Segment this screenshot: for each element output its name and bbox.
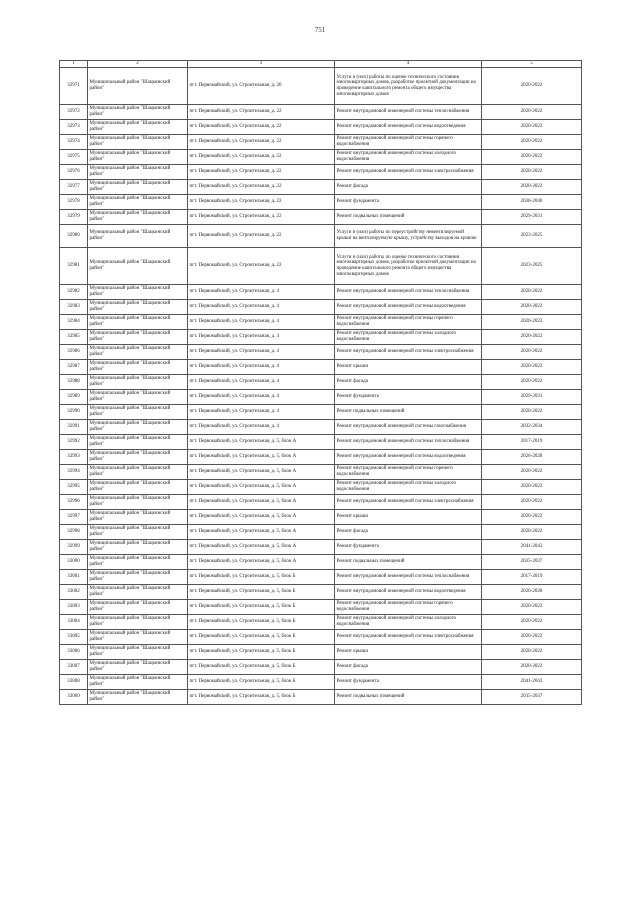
row-number-cell: 32994 — [60, 465, 88, 480]
address-cell: пгт. Первомайский, ул. Строительная, д. 22 — [188, 135, 335, 150]
work-type-cell: Ремонт внутридомовой инженерной системы водоотведения — [335, 450, 482, 465]
address-cell: пгт. Первомайский, ул. Строительная, д. 4 — [188, 390, 335, 405]
table-row — [60, 645, 582, 660]
period-cell: 2020-2022 — [482, 165, 582, 180]
row-number-cell: 32982 — [60, 285, 88, 300]
district-cell: Муниципальный район "Шацкинский район" — [88, 225, 188, 248]
table-row — [60, 285, 582, 300]
table-row — [60, 450, 582, 465]
district-cell: Муниципальный район "Шацкинский район" — [88, 510, 188, 525]
table-row — [60, 495, 582, 510]
work-type-cell: Ремонт внутридомовой инженерной системы горячего водоснабжения — [335, 135, 482, 150]
column-number: 4 — [335, 61, 482, 68]
address-cell: пгт. Первомайский, ул. Строительная, д. 22 — [188, 210, 335, 225]
district-cell: Муниципальный район "Шацкинский район" — [88, 675, 188, 690]
period-cell: 2020-2022 — [482, 105, 582, 120]
work-type-cell: Ремонт внутридомовой инженерной системы теплоснабжения — [335, 570, 482, 585]
table-row — [60, 225, 582, 248]
district-cell: Муниципальный район "Шацкинский район" — [88, 375, 188, 390]
work-type-cell: Ремонт фундамента — [335, 195, 482, 210]
district-cell: Муниципальный район "Шацкинский район" — [88, 525, 188, 540]
table-row — [60, 248, 582, 285]
work-type-cell: Ремонт фасада — [335, 660, 482, 675]
column-number-row — [60, 61, 582, 68]
address-cell: пгт. Первомайский, ул. Строительная, д. 5, блок А — [188, 495, 335, 510]
table-row — [60, 570, 582, 585]
address-cell: пгт. Первомайский, ул. Строительная, д. 22 — [188, 150, 335, 165]
table-row — [60, 195, 582, 210]
table-row — [60, 120, 582, 135]
work-type-cell: Ремонт фундамента — [335, 390, 482, 405]
period-cell: 2020-2022 — [482, 360, 582, 375]
period-cell: 2020-2022 — [482, 330, 582, 345]
address-cell: пгт. Первомайский, ул. Строительная, д. 5, блок А — [188, 525, 335, 540]
district-cell: Муниципальный район "Шацкинский район" — [88, 390, 188, 405]
period-cell: 2020-2022 — [482, 615, 582, 630]
period-cell: 2020-2022 — [482, 135, 582, 150]
row-number-cell: 32993 — [60, 450, 88, 465]
table-row — [60, 630, 582, 645]
row-number-cell: 33003 — [60, 600, 88, 615]
address-cell: пгт. Первомайский, ул. Строительная, д. 5, блок Б — [188, 600, 335, 615]
table-row — [60, 600, 582, 615]
district-cell: Муниципальный район "Шацкинский район" — [88, 165, 188, 180]
district-cell: Муниципальный район "Шацкинский район" — [88, 405, 188, 420]
address-cell: пгт. Первомайский, ул. Строительная, д. 22 — [188, 225, 335, 248]
row-number-cell: 33007 — [60, 660, 88, 675]
period-cell: 2020-2022 — [482, 645, 582, 660]
work-type-cell: Ремонт фундамента — [335, 675, 482, 690]
work-type-cell: Ремонт крыши — [335, 360, 482, 375]
work-type-cell: Ремонт внутридомовой инженерной системы водоотведения — [335, 120, 482, 135]
period-cell: 2020-2022 — [482, 510, 582, 525]
table-row — [60, 165, 582, 180]
address-cell: пгт. Первомайский, ул. Строительная, д. 4 — [188, 405, 335, 420]
address-cell: пгт. Первомайский, ул. Строительная, д. 4 — [188, 375, 335, 390]
work-type-cell: Услуги и (или) работы по оценке технического состояния многоквартирных домов, разработке проектной документации на проведение капитального ремонта общего имущества многоквартирных домов — [335, 68, 482, 105]
row-number-cell: 33000 — [60, 555, 88, 570]
table-row — [60, 660, 582, 675]
table-row — [60, 210, 582, 225]
period-cell: 2020-2022 — [482, 150, 582, 165]
district-cell: Муниципальный район "Шацкинский район" — [88, 435, 188, 450]
work-type-cell: Ремонт фасада — [335, 525, 482, 540]
row-number-cell: 32971 — [60, 68, 88, 105]
period-cell: 2020-2022 — [482, 300, 582, 315]
table-row — [60, 465, 582, 480]
address-cell: пгт. Первомайский, ул. Строительная, д. 4 — [188, 300, 335, 315]
table-row — [60, 150, 582, 165]
period-cell: 2041-2043 — [482, 540, 582, 555]
work-type-cell: Ремонт внутридомовой инженерной системы водоотведения — [335, 585, 482, 600]
district-cell: Муниципальный район "Шацкинский район" — [88, 300, 188, 315]
row-number-cell: 32985 — [60, 330, 88, 345]
period-cell: 2020-2022 — [482, 525, 582, 540]
work-type-cell: Ремонт внутридомовой инженерной системы горячего водоснабжения — [335, 465, 482, 480]
table-row — [60, 105, 582, 120]
period-cell: 2017-2019 — [482, 435, 582, 450]
work-type-cell: Ремонт внутридомовой инженерной системы электроснабжения — [335, 165, 482, 180]
district-cell: Муниципальный район "Шацкинский район" — [88, 150, 188, 165]
work-type-cell: Ремонт внутридомовой инженерной системы холодного водоснабжения — [335, 480, 482, 495]
row-number-cell: 33002 — [60, 585, 88, 600]
row-number-cell: 32991 — [60, 420, 88, 435]
period-cell: 2020-2022 — [482, 495, 582, 510]
address-cell: пгт. Первомайский, ул. Строительная, д. 4 — [188, 315, 335, 330]
work-type-cell: Ремонт подвальных помещений — [335, 690, 482, 705]
district-cell: Муниципальный район "Шацкинский район" — [88, 615, 188, 630]
district-cell: Муниципальный район "Шацкинский район" — [88, 135, 188, 150]
address-cell: пгт. Первомайский, ул. Строительная, д. 5, блок А — [188, 435, 335, 450]
district-cell: Муниципальный район "Шацкинский район" — [88, 570, 188, 585]
work-type-cell: Ремонт внутридомовой инженерной системы холодного водоснабжения — [335, 150, 482, 165]
table-row — [60, 180, 582, 195]
work-type-cell: Ремонт внутридомовой инженерной системы горячего водоснабжения — [335, 315, 482, 330]
table-row — [60, 135, 582, 150]
address-cell: пгт. Первомайский, ул. Строительная, д. 22 — [188, 248, 335, 285]
district-cell: Муниципальный район "Шацкинский район" — [88, 285, 188, 300]
row-number-cell: 32986 — [60, 345, 88, 360]
district-cell: Муниципальный район "Шацкинский район" — [88, 660, 188, 675]
district-cell: Муниципальный район "Шацкинский район" — [88, 420, 188, 435]
row-number-cell: 32979 — [60, 210, 88, 225]
work-type-cell: Ремонт внутридомовой инженерной системы горячего водоснабжения — [335, 600, 482, 615]
district-cell: Муниципальный район "Шацкинский район" — [88, 585, 188, 600]
address-cell: пгт. Первомайский, ул. Строительная, д. 5, блок А — [188, 540, 335, 555]
period-cell: 2032-2034 — [482, 420, 582, 435]
district-cell: Муниципальный район "Шацкинский район" — [88, 210, 188, 225]
work-type-cell: Ремонт внутридомовой инженерной системы электроснабжения — [335, 495, 482, 510]
address-cell: пгт. Первомайский, ул. Строительная, д. 5, блок А — [188, 480, 335, 495]
table-row — [60, 420, 582, 435]
district-cell: Муниципальный район "Шацкинский район" — [88, 645, 188, 660]
work-type-cell: Ремонт внутридомовой инженерной системы теплоснабжения — [335, 435, 482, 450]
work-type-cell: Ремонт подвальных помещений — [335, 210, 482, 225]
district-cell: Муниципальный район "Шацкинский район" — [88, 120, 188, 135]
period-cell: 2020-2022 — [482, 375, 582, 390]
address-cell: пгт. Первомайский, ул. Строительная, д. 4 — [188, 285, 335, 300]
work-type-cell: Ремонт внутридомовой инженерной системы теплоснабжения — [335, 285, 482, 300]
period-cell: 2020-2022 — [482, 345, 582, 360]
period-cell: 2020-2022 — [482, 600, 582, 615]
district-cell: Муниципальный район "Шацкинский район" — [88, 330, 188, 345]
district-cell: Муниципальный район "Шацкинский район" — [88, 195, 188, 210]
period-cell: 2017-2019 — [482, 570, 582, 585]
district-cell: Муниципальный район "Шацкинский район" — [88, 540, 188, 555]
address-cell: пгт. Первомайский, ул. Строительная, д. 5, блок Б — [188, 660, 335, 675]
work-type-cell: Ремонт внутридомовой инженерной системы теплоснабжения — [335, 105, 482, 120]
table-row — [60, 405, 582, 420]
row-number-cell: 32972 — [60, 105, 88, 120]
column-number: 1 — [60, 61, 88, 68]
address-cell: пгт. Первомайский, ул. Строительная, д. 5, блок Б — [188, 615, 335, 630]
table-row — [60, 68, 582, 105]
table-row — [60, 390, 582, 405]
period-cell: 2023-2025 — [482, 248, 582, 285]
table-row — [60, 585, 582, 600]
district-cell: Муниципальный район "Шацкинский район" — [88, 690, 188, 705]
period-cell: 2026-2028 — [482, 585, 582, 600]
period-cell: 2038-2040 — [482, 195, 582, 210]
period-cell: 2020-2022 — [482, 480, 582, 495]
table-row — [60, 525, 582, 540]
table-body — [60, 68, 582, 705]
period-cell: 2020-2022 — [482, 405, 582, 420]
page-number: 751 — [314, 26, 326, 34]
row-number-cell: 32984 — [60, 315, 88, 330]
row-number-cell: 32974 — [60, 135, 88, 150]
address-cell: пгт. Первомайский, ул. Строительная, д. 5, блок Б — [188, 570, 335, 585]
row-number-cell: 32975 — [60, 150, 88, 165]
address-cell: пгт. Первомайский, ул. Строительная, д. 20 — [188, 68, 335, 105]
row-number-cell: 32978 — [60, 195, 88, 210]
period-cell: 2026-2028 — [482, 450, 582, 465]
address-cell: пгт. Первомайский, ул. Строительная, д. 5, блок Б — [188, 645, 335, 660]
address-cell: пгт. Первомайский, ул. Строительная, д. 22 — [188, 180, 335, 195]
address-cell: пгт. Первомайский, ул. Строительная, д. 5, блок Б — [188, 585, 335, 600]
work-type-cell: Ремонт фасада — [335, 375, 482, 390]
address-cell: пгт. Первомайский, ул. Строительная, д. 5, блок Б — [188, 675, 335, 690]
table-row — [60, 480, 582, 495]
period-cell: 2020-2022 — [482, 660, 582, 675]
period-cell: 2029-2031 — [482, 390, 582, 405]
period-cell: 2020-2022 — [482, 180, 582, 195]
table-row — [60, 360, 582, 375]
row-number-cell: 32998 — [60, 525, 88, 540]
row-number-cell: 32990 — [60, 405, 88, 420]
address-cell: пгт. Первомайский, ул. Строительная, д. 4 — [188, 360, 335, 375]
table-row — [60, 330, 582, 345]
period-cell: 2023-2025 — [482, 225, 582, 248]
work-type-cell: Ремонт подвальных помещений — [335, 555, 482, 570]
district-cell: Муниципальный район "Шацкинский район" — [88, 480, 188, 495]
work-type-cell: Ремонт внутридомовой инженерной системы холодного водоснабжения — [335, 330, 482, 345]
table-row — [60, 345, 582, 360]
row-number-cell: 32988 — [60, 375, 88, 390]
district-cell: Муниципальный район "Шацкинский район" — [88, 68, 188, 105]
period-cell: 2020-2022 — [482, 285, 582, 300]
period-cell: 2020-2022 — [482, 315, 582, 330]
table-row — [60, 690, 582, 705]
work-type-cell: Ремонт фундамента — [335, 540, 482, 555]
address-cell: пгт. Первомайский, ул. Строительная, д. 22 — [188, 105, 335, 120]
table-row — [60, 300, 582, 315]
address-cell: пгт. Первомайский, ул. Строительная, д. 5, блок Б — [188, 690, 335, 705]
district-cell: Муниципальный район "Шацкинский район" — [88, 345, 188, 360]
period-cell: 2035-2037 — [482, 690, 582, 705]
work-type-cell: Ремонт внутридомовой инженерной системы холодного водоснабжения — [335, 615, 482, 630]
row-number-cell: 32983 — [60, 300, 88, 315]
district-cell: Муниципальный район "Шацкинский район" — [88, 555, 188, 570]
work-type-cell: Ремонт внутридомовой инженерной системы водоотведения — [335, 300, 482, 315]
row-number-cell: 32989 — [60, 390, 88, 405]
district-cell: Муниципальный район "Шацкинский район" — [88, 180, 188, 195]
row-number-cell: 32987 — [60, 360, 88, 375]
work-type-cell: Ремонт фасада — [335, 180, 482, 195]
period-cell: 2035-2037 — [482, 555, 582, 570]
district-cell: Муниципальный район "Шацкинский район" — [88, 248, 188, 285]
table-row — [60, 615, 582, 630]
period-cell: 2041-2043 — [482, 675, 582, 690]
district-cell: Муниципальный район "Шацкинский район" — [88, 630, 188, 645]
address-cell: пгт. Первомайский, ул. Строительная, д. 5, блок А — [188, 510, 335, 525]
address-cell: пгт. Первомайский, ул. Строительная, д. 22 — [188, 195, 335, 210]
table-row — [60, 510, 582, 525]
district-cell: Муниципальный район "Шацкинский район" — [88, 465, 188, 480]
work-type-cell: Услуги и (или) работы по оценке технического состояния многоквартирных домов, разработке проектной документации на проведение капитального ремонта общего имущества многоквартирных домов — [335, 248, 482, 285]
row-number-cell: 32981 — [60, 248, 88, 285]
work-type-cell: Ремонт внутридомовой инженерной системы газоснабжения — [335, 420, 482, 435]
work-type-cell: Ремонт подвальных помещений — [335, 405, 482, 420]
table-row — [60, 540, 582, 555]
row-number-cell: 32995 — [60, 480, 88, 495]
address-cell: пгт. Первомайский, ул. Строительная, д. 4 — [188, 420, 335, 435]
row-number-cell: 32977 — [60, 180, 88, 195]
work-type-cell: Ремонт внутридомовой инженерной системы электроснабжения — [335, 630, 482, 645]
district-cell: Муниципальный район "Шацкинский район" — [88, 600, 188, 615]
address-cell: пгт. Первомайский, ул. Строительная, д. 5, блок А — [188, 465, 335, 480]
district-cell: Муниципальный район "Шацкинский район" — [88, 450, 188, 465]
row-number-cell: 32973 — [60, 120, 88, 135]
registry-table — [59, 60, 582, 705]
row-number-cell: 32992 — [60, 435, 88, 450]
address-cell: пгт. Первомайский, ул. Строительная, д. 4 — [188, 330, 335, 345]
table-row — [60, 555, 582, 570]
address-cell: пгт. Первомайский, ул. Строительная, д. 5, блок А — [188, 555, 335, 570]
district-cell: Муниципальный район "Шацкинский район" — [88, 315, 188, 330]
work-type-cell: Ремонт внутридомовой инженерной системы электроснабжения — [335, 345, 482, 360]
table-row — [60, 435, 582, 450]
period-cell: 2020-2022 — [482, 68, 582, 105]
column-number: 5 — [482, 61, 582, 68]
row-number-cell: 33004 — [60, 615, 88, 630]
row-number-cell: 32980 — [60, 225, 88, 248]
row-number-cell: 32976 — [60, 165, 88, 180]
period-cell: 2020-2022 — [482, 465, 582, 480]
address-cell: пгт. Первомайский, ул. Строительная, д. 22 — [188, 165, 335, 180]
address-cell: пгт. Первомайский, ул. Строительная, д. 22 — [188, 120, 335, 135]
district-cell: Муниципальный район "Шацкинский район" — [88, 105, 188, 120]
column-number: 3 — [188, 61, 335, 68]
row-number-cell: 32999 — [60, 540, 88, 555]
district-cell: Муниципальный район "Шацкинский район" — [88, 495, 188, 510]
row-number-cell: 33005 — [60, 630, 88, 645]
district-cell: Муниципальный район "Шацкинский район" — [88, 360, 188, 375]
row-number-cell: 32997 — [60, 510, 88, 525]
row-number-cell: 33006 — [60, 645, 88, 660]
row-number-cell: 33009 — [60, 690, 88, 705]
address-cell: пгт. Первомайский, ул. Строительная, д. 5, блок Б — [188, 630, 335, 645]
table-row — [60, 675, 582, 690]
table-row — [60, 315, 582, 330]
table-row — [60, 375, 582, 390]
work-type-cell: Ремонт крыши — [335, 510, 482, 525]
period-cell: 2020-2022 — [482, 630, 582, 645]
period-cell: 2029-2031 — [482, 210, 582, 225]
column-number: 2 — [88, 61, 188, 68]
work-type-cell: Ремонт крыши — [335, 645, 482, 660]
address-cell: пгт. Первомайский, ул. Строительная, д. 5, блок А — [188, 450, 335, 465]
work-type-cell: Услуги и (или) работы по переустройству невентилируемой крыши на вентилируемую крышу, устройству выходов на кровлю — [335, 225, 482, 248]
row-number-cell: 33008 — [60, 675, 88, 690]
period-cell: 2020-2022 — [482, 120, 582, 135]
row-number-cell: 32996 — [60, 495, 88, 510]
address-cell: пгт. Первомайский, ул. Строительная, д. 4 — [188, 345, 335, 360]
row-number-cell: 33001 — [60, 570, 88, 585]
